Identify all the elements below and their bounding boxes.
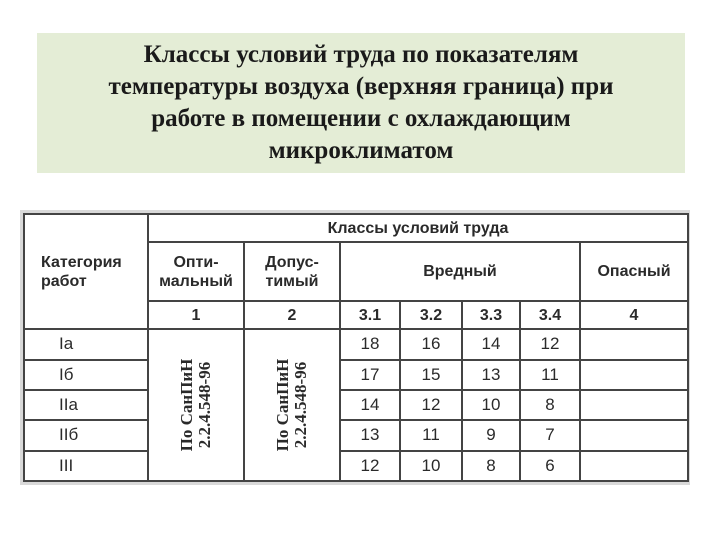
header-category: Категория работ bbox=[24, 214, 148, 329]
row-category: IIб bbox=[24, 420, 148, 450]
row-category: Iб bbox=[24, 360, 148, 390]
value-cell: 16 bbox=[400, 329, 462, 359]
optimal-reference-cell bbox=[148, 329, 244, 481]
header-harmful: Вредный bbox=[340, 242, 580, 301]
value-cell: 14 bbox=[340, 390, 400, 420]
value-cell: 10 bbox=[400, 451, 462, 481]
header-optimal: Опти- мальный bbox=[148, 242, 244, 301]
value-cell: 6 bbox=[520, 451, 580, 481]
class-number-2: 2 bbox=[244, 301, 340, 329]
class-number-3-4: 3.4 bbox=[520, 301, 580, 329]
dangerous-cell bbox=[580, 329, 688, 359]
row-category: III bbox=[24, 451, 148, 481]
page-title bbox=[61, 39, 661, 167]
value-cell: 17 bbox=[340, 360, 400, 390]
dangerous-cell bbox=[580, 390, 688, 420]
dangerous-cell bbox=[580, 420, 688, 450]
value-cell: 7 bbox=[520, 420, 580, 450]
title-line-2: температуры воздуха (верхняя граница) при bbox=[108, 73, 614, 100]
working-conditions-table-frame bbox=[20, 210, 690, 485]
title-banner bbox=[37, 33, 685, 173]
value-cell: 12 bbox=[520, 329, 580, 359]
value-cell: 10 bbox=[462, 390, 520, 420]
title-line-3: работе в помещении с охлаждающим bbox=[151, 105, 571, 132]
value-cell: 13 bbox=[462, 360, 520, 390]
value-cell: 9 bbox=[462, 420, 520, 450]
header-classes: Классы условий труда bbox=[148, 214, 688, 242]
class-number-1: 1 bbox=[148, 301, 244, 329]
header-dangerous: Опасный bbox=[580, 242, 688, 301]
dangerous-cell bbox=[580, 451, 688, 481]
working-conditions-table bbox=[23, 213, 689, 482]
optimal-reference-text: По СанПиН 2.2.4.548-96 bbox=[177, 358, 214, 452]
class-number-3-2: 3.2 bbox=[400, 301, 462, 329]
title-line-1: Классы условий труда по показателям bbox=[143, 41, 579, 68]
row-category: IIа bbox=[24, 390, 148, 420]
value-cell: 11 bbox=[520, 360, 580, 390]
value-cell: 12 bbox=[340, 451, 400, 481]
value-cell: 11 bbox=[400, 420, 462, 450]
value-cell: 13 bbox=[340, 420, 400, 450]
allowed-reference-text: По СанПиН 2.2.4.548-96 bbox=[273, 358, 310, 452]
class-number-3-1: 3.1 bbox=[340, 301, 400, 329]
value-cell: 8 bbox=[462, 451, 520, 481]
dangerous-cell bbox=[580, 360, 688, 390]
value-cell: 15 bbox=[400, 360, 462, 390]
class-number-4: 4 bbox=[580, 301, 688, 329]
value-cell: 8 bbox=[520, 390, 580, 420]
value-cell: 12 bbox=[400, 390, 462, 420]
row-category: Iа bbox=[24, 329, 148, 359]
class-number-3-3: 3.3 bbox=[462, 301, 520, 329]
value-cell: 18 bbox=[340, 329, 400, 359]
value-cell: 14 bbox=[462, 329, 520, 359]
header-allowed: Допус- тимый bbox=[244, 242, 340, 301]
title-line-4: микроклиматом bbox=[268, 137, 454, 164]
allowed-reference-cell bbox=[244, 329, 340, 481]
